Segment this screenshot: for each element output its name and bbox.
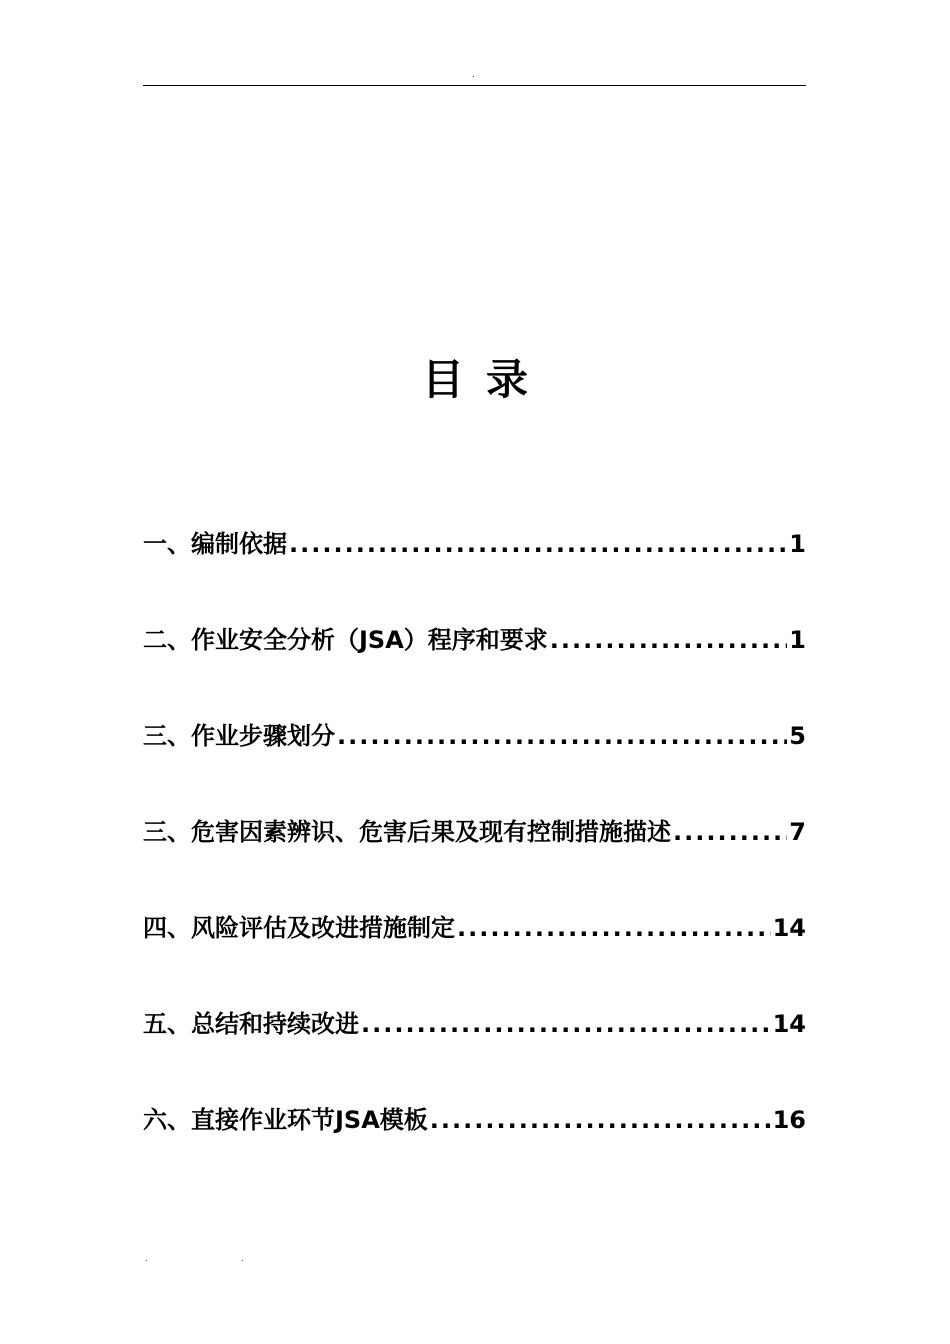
toc-entry-6[interactable]	[143, 1002, 806, 1098]
toc-dot-leader	[430, 1098, 771, 1142]
toc-entry-1[interactable]	[143, 522, 806, 618]
toc-entry-label: 三、危害因素辨识、危害后果及现有控制措施描述	[143, 818, 671, 846]
footer-mark-right: .	[241, 1254, 244, 1263]
toc-entry-7[interactable]	[143, 1098, 806, 1194]
toc-dot-leader	[673, 810, 787, 854]
toc-entry-page: 5	[789, 722, 806, 750]
header-rule	[143, 85, 806, 86]
table-of-contents	[143, 522, 806, 1194]
toc-dot-leader	[337, 714, 787, 758]
toc-entry-page: 14	[772, 1010, 806, 1038]
toc-entry-3[interactable]	[143, 714, 806, 810]
toc-entry-label: 二、作业安全分析（JSA）程序和要求	[143, 626, 548, 654]
toc-entry-label: 四、风险评估及改进措施制定	[143, 914, 455, 942]
toc-entry-2[interactable]	[143, 618, 806, 714]
toc-entry-label: 一、编制依据	[143, 530, 287, 558]
toc-entry-label: 三、作业步骤划分	[143, 722, 335, 750]
toc-entry-page: 16	[772, 1106, 806, 1134]
toc-dot-leader	[361, 1002, 771, 1046]
toc-dot-leader	[550, 618, 788, 662]
toc-entry-4[interactable]	[143, 810, 806, 906]
toc-dot-leader	[457, 906, 771, 950]
toc-entry-5[interactable]	[143, 906, 806, 1002]
toc-entry-page: 1	[789, 530, 806, 558]
toc-entry-page: 1	[789, 626, 806, 654]
toc-dot-leader	[289, 522, 787, 566]
header-mark: .	[472, 70, 475, 79]
footer-mark-left: .	[145, 1254, 148, 1263]
toc-entry-label: 六、直接作业环节JSA模板	[143, 1106, 428, 1134]
toc-entry-page: 14	[772, 914, 806, 942]
page-title: 目录	[421, 355, 550, 404]
toc-entry-label: 五、总结和持续改进	[143, 1010, 359, 1038]
toc-entry-page: 7	[789, 818, 806, 846]
